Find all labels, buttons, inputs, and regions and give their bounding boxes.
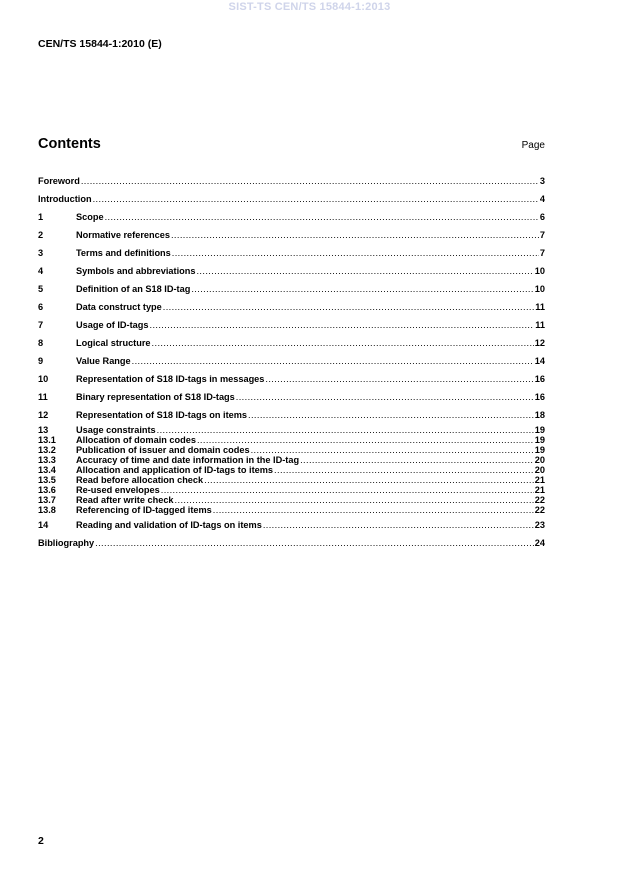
toc-dot-leader <box>248 410 534 420</box>
toc-entry-page: 22 <box>534 505 545 515</box>
toc-entry[interactable] <box>38 538 545 548</box>
toc-entry[interactable] <box>38 435 545 445</box>
toc-entry-page: 19 <box>534 435 545 445</box>
toc-entry-title: Introduction <box>38 194 92 204</box>
toc-entry-number: 11 <box>38 392 48 402</box>
toc-entry-number: 7 <box>38 320 44 330</box>
toc-entry-number: 10 <box>38 374 49 384</box>
toc-entry[interactable] <box>38 248 545 258</box>
toc-entry-number: 13.3 <box>38 455 56 465</box>
toc-entry-title: Usage constraints <box>76 425 156 435</box>
toc-entry-page: 21 <box>534 485 545 495</box>
toc-dot-leader <box>251 445 534 455</box>
toc-entry-page: 10 <box>534 284 545 294</box>
toc-entry-number: 13.6 <box>38 485 56 495</box>
toc-dot-leader <box>161 485 534 495</box>
toc-entry-page: 19 <box>534 425 545 435</box>
toc-dot-leader <box>196 266 533 276</box>
toc-entry-title: Logical structure <box>76 338 151 348</box>
toc-entry-title: Normative references <box>76 230 170 240</box>
toc-entry[interactable] <box>38 320 545 330</box>
toc-entry-page: 16 <box>534 374 545 384</box>
toc-dot-leader <box>197 435 534 445</box>
toc-entry-number: 13.8 <box>38 505 56 515</box>
toc-entry-number: 13.4 <box>38 465 56 475</box>
toc-entry-page: 24 <box>534 538 545 548</box>
toc-entry[interactable] <box>38 338 545 348</box>
toc-entry-number: 1 <box>38 212 44 222</box>
toc-entry[interactable] <box>38 495 545 505</box>
toc-entry-title: Accuracy of time and date information in the ID-tag <box>76 455 300 465</box>
toc-entry-title: Scope <box>76 212 104 222</box>
toc-entry-page: 10 <box>534 266 545 276</box>
toc-entry-title: Representation of S18 ID-tags in messages <box>76 374 265 384</box>
contents-title: Contents <box>38 136 101 152</box>
toc-entry-page: 14 <box>534 356 545 366</box>
toc-entry[interactable] <box>38 455 545 465</box>
toc-entry-number: 13.5 <box>38 475 56 485</box>
toc-entry-title: Symbols and abbreviations <box>76 266 196 276</box>
toc-entry-number: 12 <box>38 410 49 420</box>
toc-entry-number: 6 <box>38 302 44 312</box>
toc-entry[interactable] <box>38 425 545 435</box>
toc-entry-title: Allocation and application of ID-tags to items <box>76 465 274 475</box>
toc-dot-leader <box>132 356 534 366</box>
toc-entry-number: 13.2 <box>38 445 56 455</box>
toc-entry[interactable] <box>38 520 545 530</box>
toc-entry-page: 6 <box>539 212 545 222</box>
toc-dot-leader <box>150 320 535 330</box>
toc-entry-title: Read before allocation check <box>76 475 204 485</box>
document-id: CEN/TS 15844-1:2010 (E) <box>38 38 162 50</box>
toc-entry[interactable] <box>38 266 545 276</box>
toc-dot-leader <box>274 465 534 475</box>
toc-entry-page: 16 <box>534 392 545 402</box>
toc-entry-page: 12 <box>534 338 545 348</box>
toc-entry-number: 13.7 <box>38 495 56 505</box>
toc-entry[interactable] <box>38 485 545 495</box>
toc-dot-leader <box>105 212 539 222</box>
toc-entry[interactable] <box>38 374 545 384</box>
toc-dot-leader <box>81 176 539 186</box>
toc-entry-title: Definition of an S18 ID-tag <box>76 284 191 294</box>
toc-dot-leader <box>157 425 534 435</box>
toc-entry-title: Data construct type <box>76 302 162 312</box>
toc-entry-number: 3 <box>38 248 44 258</box>
toc-dot-leader <box>171 230 539 240</box>
toc-entry[interactable] <box>38 505 545 515</box>
toc-entry-title: Allocation of domain codes <box>76 435 196 445</box>
page-number: 2 <box>38 835 44 847</box>
toc-entry-page: 21 <box>534 475 545 485</box>
toc-entry-page: 22 <box>534 495 545 505</box>
toc-entry-page: 18 <box>534 410 545 420</box>
toc-dot-leader <box>163 302 535 312</box>
toc-entry-title: Terms and definitions <box>76 248 171 258</box>
toc-entry-page: 20 <box>534 465 545 475</box>
toc-entry-number: 5 <box>38 284 44 294</box>
toc-dot-leader <box>263 520 534 530</box>
toc-entry[interactable] <box>38 194 545 204</box>
toc-dot-leader <box>265 374 533 384</box>
toc-entry-page: 11 <box>535 302 545 312</box>
toc-dot-leader <box>191 284 533 294</box>
toc-entry-page: 3 <box>539 176 545 186</box>
toc-entry-title: Bibliography <box>38 538 95 548</box>
toc-entry-title: Referencing of ID-tagged items <box>76 505 212 515</box>
toc-entry[interactable] <box>38 445 545 455</box>
page-column-header: Page <box>521 140 545 151</box>
toc-entry-page: 23 <box>534 520 545 530</box>
toc-dot-leader <box>213 505 534 515</box>
toc-dot-leader <box>204 475 534 485</box>
toc-dot-leader <box>175 495 534 505</box>
toc-entry-title: Reading and validation of ID-tags on items <box>76 520 262 530</box>
toc-entry-page: 7 <box>539 248 545 258</box>
toc-dot-leader <box>236 392 534 402</box>
toc-entry-title: Value Range <box>76 356 131 366</box>
toc-entry-title: Publication of issuer and domain codes <box>76 445 250 455</box>
toc-entry[interactable] <box>38 284 545 294</box>
toc-entry[interactable] <box>38 212 545 222</box>
toc-dot-leader <box>172 248 539 258</box>
toc-entry-number: 13.1 <box>38 435 56 445</box>
watermark: SIST-TS CEN/TS 15844-1:2013 <box>228 1 391 13</box>
toc-entry-number: 9 <box>38 356 44 366</box>
toc-entry[interactable] <box>38 475 545 485</box>
toc-entry-page: 4 <box>539 194 545 204</box>
toc-dot-leader <box>95 538 534 548</box>
toc-entry-page: 20 <box>534 455 545 465</box>
toc-entry[interactable] <box>38 176 545 186</box>
toc-entry-title: Representation of S18 ID-tags on items <box>76 410 248 420</box>
toc-entry-title: Usage of ID-tags <box>76 320 149 330</box>
toc-entry[interactable] <box>38 392 545 402</box>
toc-entry-number: 4 <box>38 266 44 276</box>
toc-entry-number: 14 <box>38 520 49 530</box>
toc-entry-number: 13 <box>38 425 49 435</box>
toc-entry[interactable] <box>38 230 545 240</box>
toc-entry-title: Binary representation of S18 ID-tags <box>76 392 235 402</box>
toc-entry-title: Re-used envelopes <box>76 485 160 495</box>
toc-entry-page: 19 <box>534 445 545 455</box>
toc-entry[interactable] <box>38 465 545 475</box>
toc-entry-page: 7 <box>539 230 545 240</box>
toc-entry-page: 11 <box>535 320 545 330</box>
toc-dot-leader <box>152 338 534 348</box>
toc-entry-number: 8 <box>38 338 44 348</box>
toc-entry[interactable] <box>38 410 545 420</box>
toc-entry-title: Foreword <box>38 176 80 186</box>
toc-entry[interactable] <box>38 302 545 312</box>
toc-entry[interactable] <box>38 356 545 366</box>
toc-dot-leader <box>300 455 534 465</box>
toc-entry-title: Read after write check <box>76 495 174 505</box>
toc-dot-leader <box>93 194 539 204</box>
table-of-contents <box>38 176 545 548</box>
toc-entry-number: 2 <box>38 230 44 240</box>
